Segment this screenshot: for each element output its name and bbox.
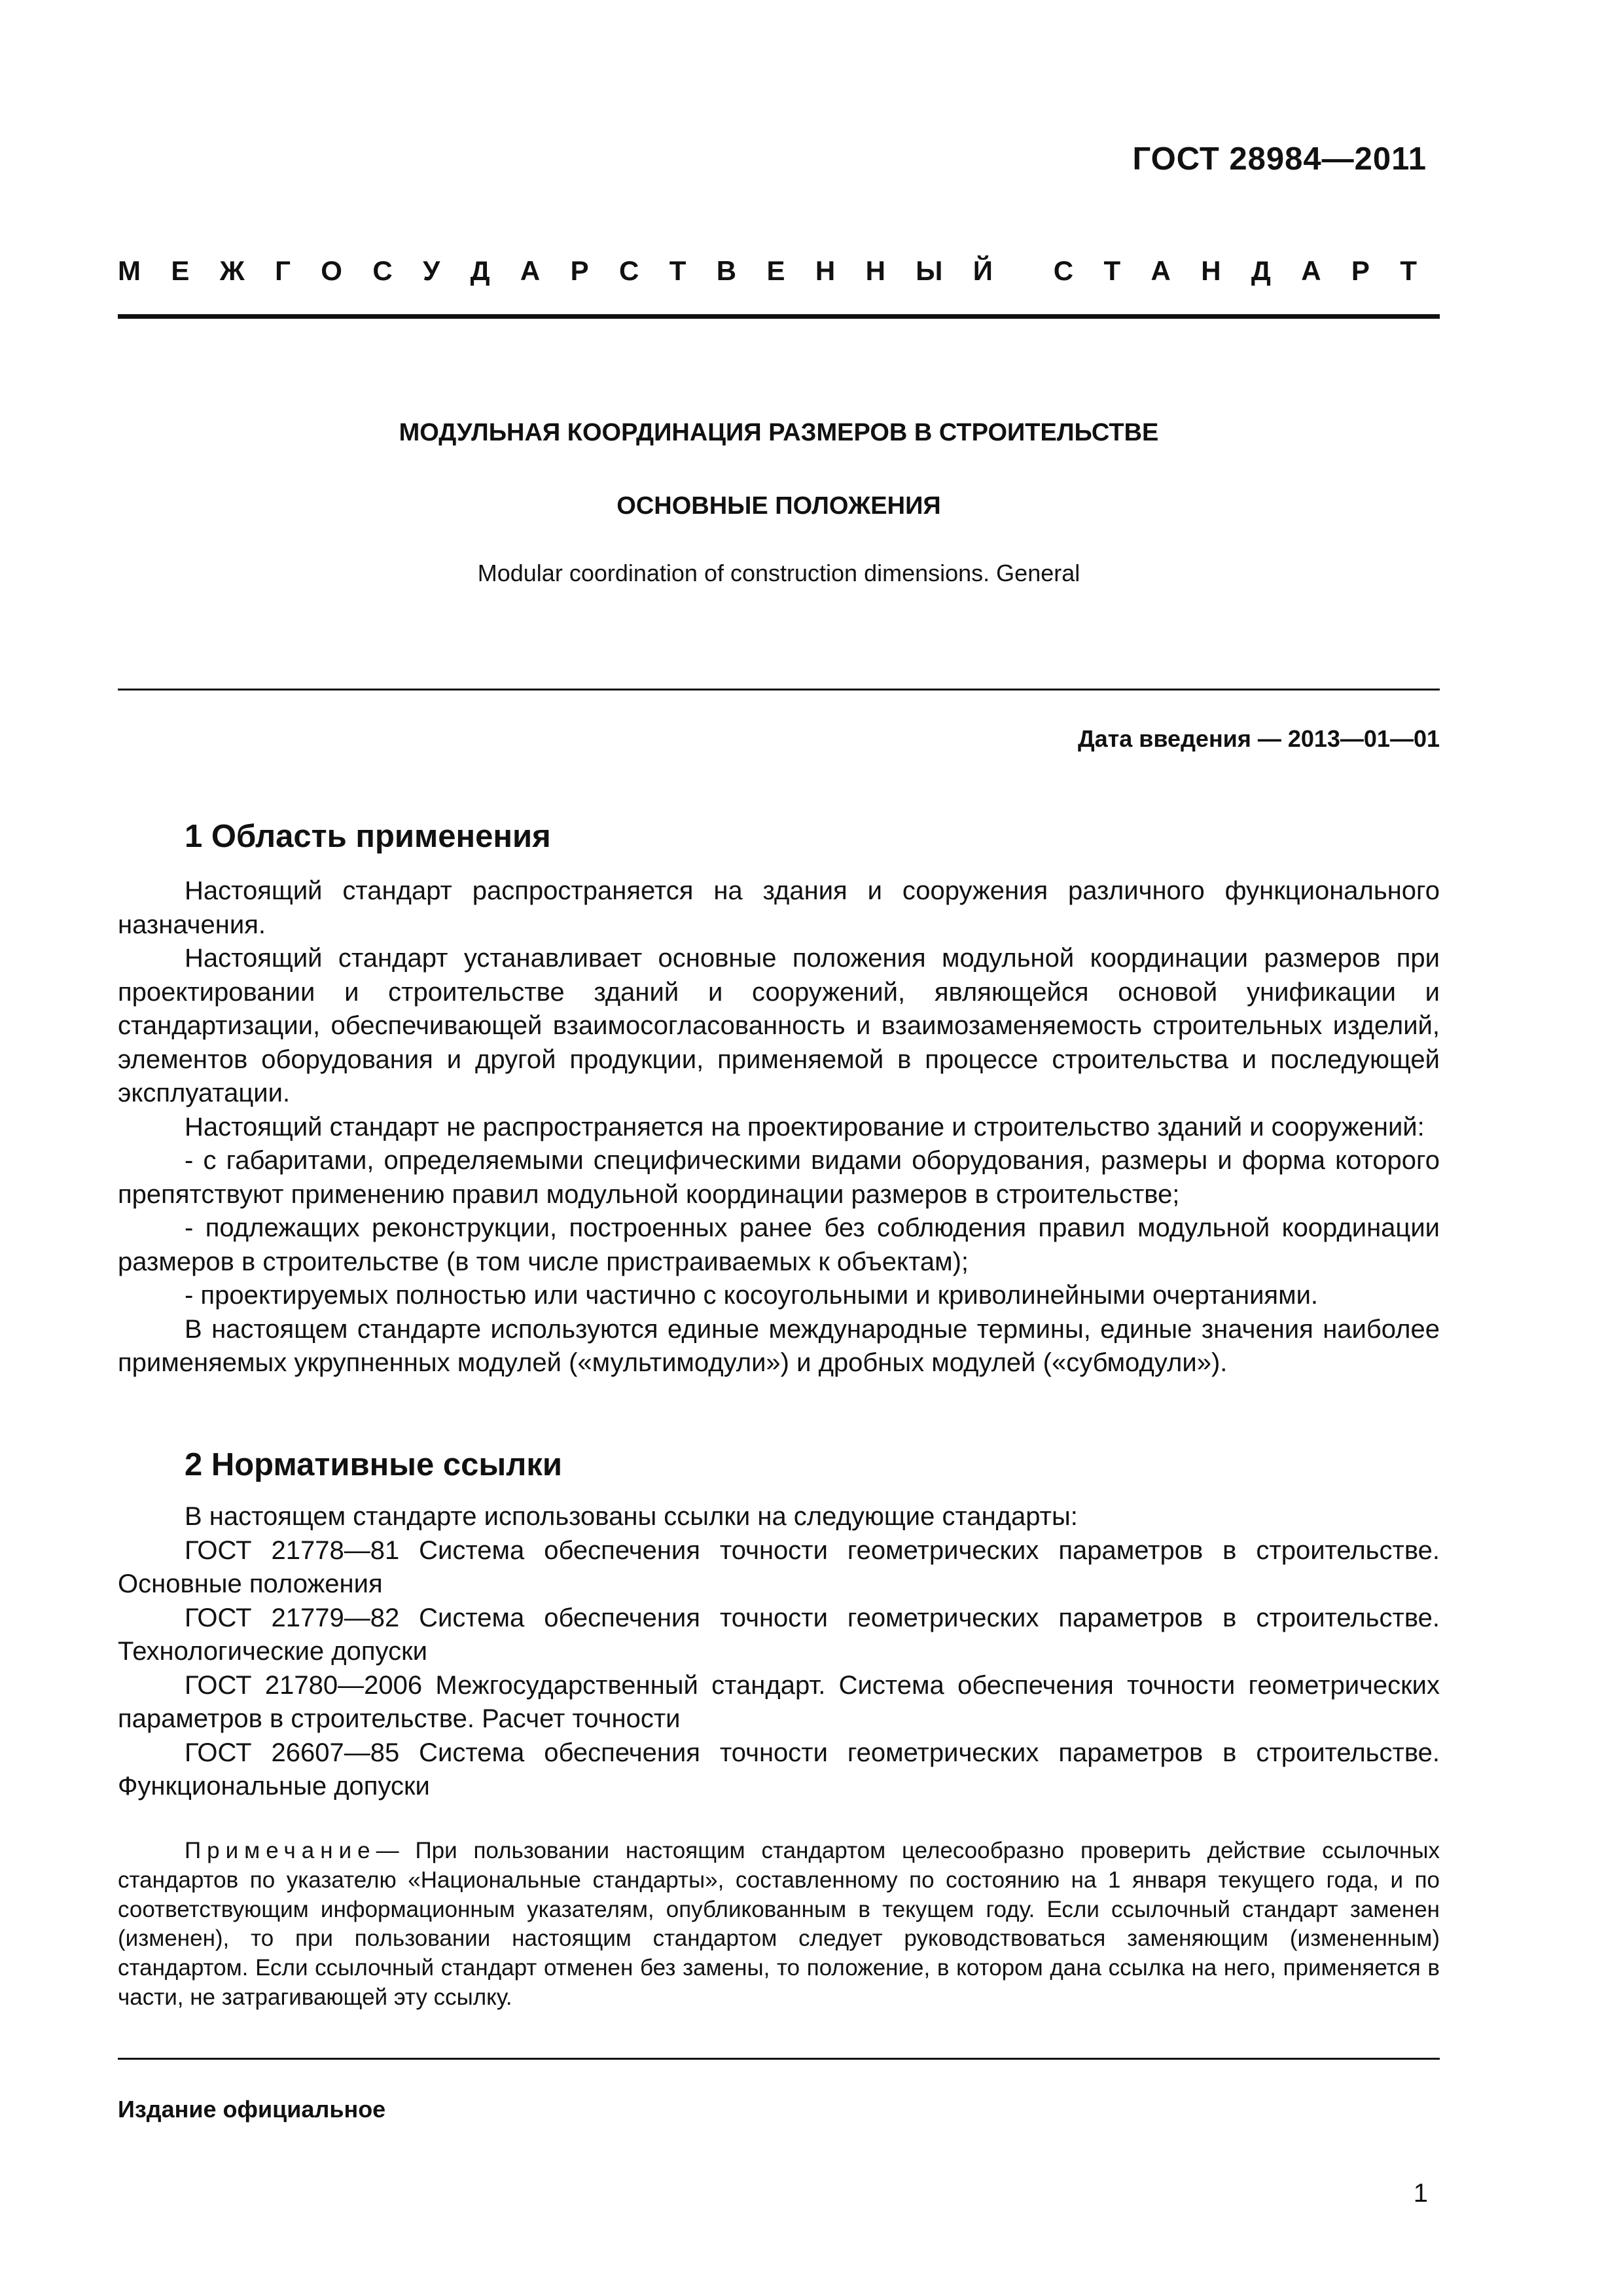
heading-letter: Р (570, 255, 589, 286)
section-1-heading: 1 Область применения (185, 819, 551, 854)
paragraph: Настоящий стандарт не распространяется на проектирование и строительство зданий и сооружений: (185, 1112, 1425, 1141)
paragraph: В настоящем стандарте использованы ссылки на следующие стандарты: (185, 1502, 1078, 1531)
list-item: - проектируемых полностью или частично с косоугольными и криволинейными очертаниями. (185, 1281, 1319, 1310)
footer-rule (118, 2058, 1440, 2060)
section-2-body (118, 1500, 1440, 1804)
reference-item: ГОСТ 26607—85 Система обеспечения точности геометрических параметров в строительстве. Функциональные допуски (118, 1738, 1440, 1801)
heading-letter: А (520, 255, 541, 286)
heading-letter: Р (1351, 255, 1370, 286)
header-rule (118, 314, 1440, 319)
heading-letter: В (716, 255, 737, 286)
note-text: — При пользовании настоящим стандартом целесообразно проверить действие ссылочных стандартов по указателю «Национальные стандарты», составленному по состоянию на 1 января текущего года, и по соответствующим информационным указателям, опубликованным в текущем году. Если ссылочный стандарт заменен (изменен), то при пользовании настоящим стандартом следует руководствоваться заменяющим (измененным) стандартом. Если ссылочный стандарт отменен без замены, то положение, в котором дана ссылка на него, применяется в части, не затрагивающей эту ссылку. (118, 1838, 1440, 2010)
paragraph: В настоящем стандарте используются единые международные термины, единые значения наиболее применяемых укрупненных модулей («мультимодули») и дробных модулей («субмодули»). (118, 1314, 1440, 1377)
page-number: 1 (1413, 2179, 1428, 2208)
heading-letter: А (1301, 255, 1321, 286)
heading-letter: С (372, 255, 393, 286)
english-title: Modular coordination of construction dimensions. General (477, 560, 1080, 586)
heading-letter: Д (1251, 255, 1271, 286)
reference-item: ГОСТ 21778—81 Система обеспечения точности геометрических параметров в строительстве. Основные положения (118, 1535, 1440, 1598)
note-label: Примечание (185, 1838, 376, 1863)
document-subtitle: ОСНОВНЫЕ ПОЛОЖЕНИЯ (616, 492, 941, 520)
heading-letter: Й (972, 255, 993, 286)
heading-letter: О (321, 255, 342, 286)
heading-letter: Н (865, 255, 885, 286)
heading-letter: Е (766, 255, 785, 286)
heading-letter: С (1053, 255, 1074, 286)
section-1-body (118, 874, 1440, 1380)
official-edition-label: Издание официальное (118, 2096, 386, 2123)
paragraph: Настоящий стандарт распространяется на здания и сооружения различного функционального назначения. (118, 876, 1440, 939)
heading-letter: Ж (219, 255, 245, 286)
heading-letter: Е (171, 255, 190, 286)
introduction-date: Дата введения — 2013—01—01 (1077, 725, 1440, 752)
heading-letter: Г (275, 255, 291, 286)
section-2-heading: 2 Нормативные ссылки (185, 1447, 562, 1482)
list-item: - подлежащих реконструкции, построенных ранее без соблюдения правил модульной координации размеров в строительстве (в том числе пристраиваемых к объектам); (118, 1213, 1440, 1276)
heading-letter: Т (669, 255, 687, 286)
heading-letter: Н (1201, 255, 1221, 286)
heading-letter: С (618, 255, 639, 286)
reference-item: ГОСТ 21780—2006 Межгосударственный стандарт. Система обеспечения точности геометрических параметров в строительстве. Расчет точности (118, 1670, 1440, 1733)
note (118, 1837, 1440, 2013)
heading-letter: Д (470, 255, 490, 286)
list-item: - с габаритами, определяемыми специфическими видами оборудования, размеры и форма которого препятствуют применению правил модульной координации размеров в строительстве; (118, 1146, 1440, 1209)
document-title: МОДУЛЬНАЯ КООРДИНАЦИЯ РАЗМЕРОВ В СТРОИТЕЛЬСТВЕ (399, 419, 1159, 446)
reference-item: ГОСТ 21779—82 Система обеспечения точности геометрических параметров в строительстве. Технологические допуски (118, 1603, 1440, 1666)
title-rule (118, 689, 1440, 691)
paragraph: Настоящий стандарт устанавливает основные положения модульной координации размеров при проектировании и строительстве зданий и сооружений, являющейся основой унификации и стандартизации, обеспечивающей взаимосогласованность и взаимозаменяемость строительных изделий, элементов оборудования и другой продукции, применяемой в процессе строительства и последующей эксплуатации. (118, 944, 1440, 1107)
interstate-standard-heading (118, 255, 1417, 287)
heading-letter: А (1150, 255, 1171, 286)
heading-letter: Т (1103, 255, 1121, 286)
heading-letter: Т (1400, 255, 1417, 286)
heading-letter: У (423, 255, 440, 286)
heading-letter: Н (815, 255, 836, 286)
gost-number: ГОСТ 28984—2011 (1132, 141, 1427, 177)
heading-letter: М (118, 255, 141, 286)
heading-letter: Ы (916, 255, 943, 286)
